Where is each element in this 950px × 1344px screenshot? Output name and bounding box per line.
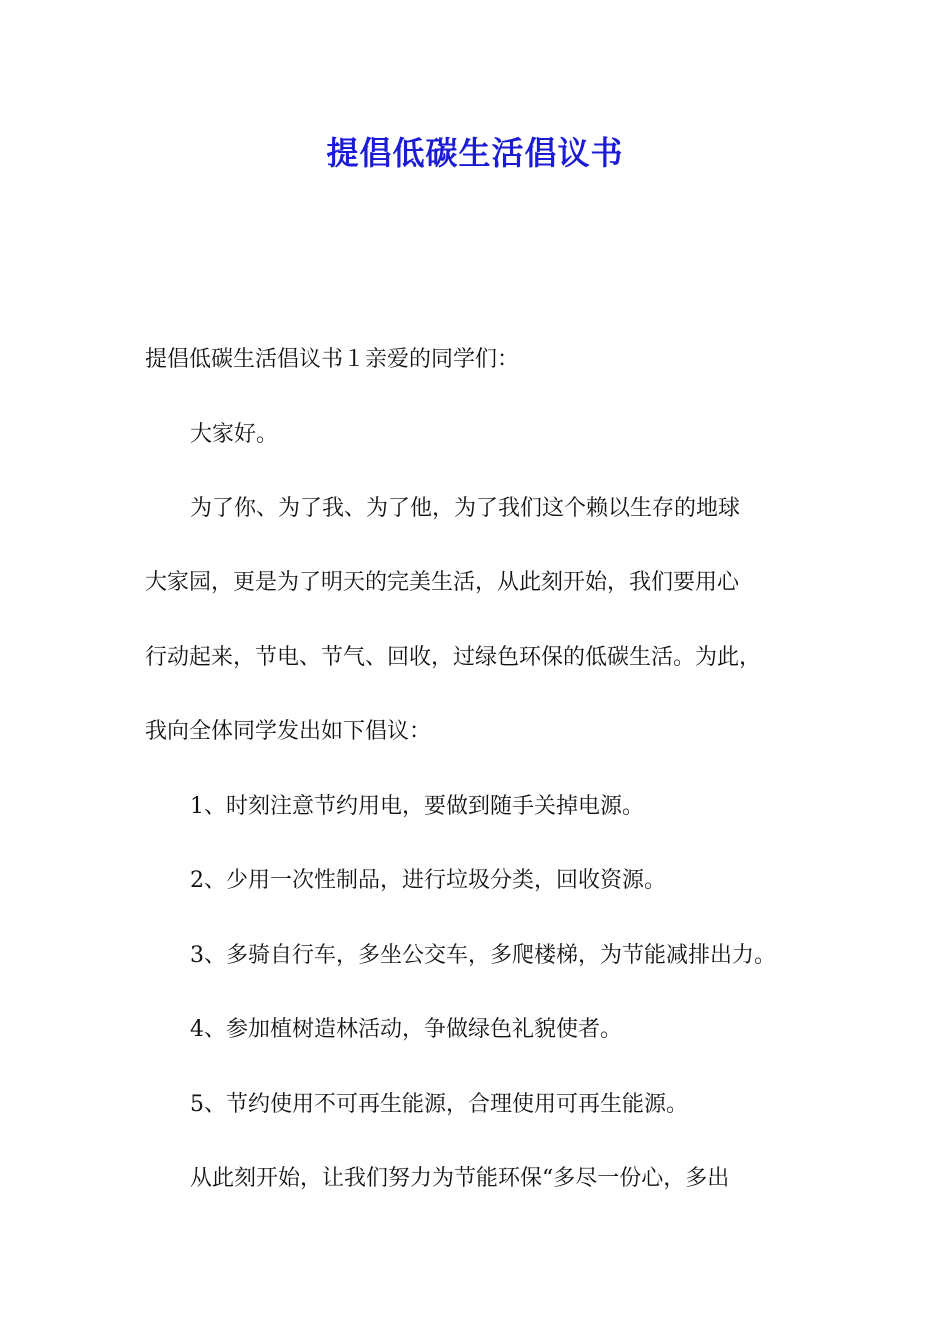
text-line: 从此刻开始，让我们努力为节能环保“多尽一份心，多出 [190,1166,730,1191]
text-line: 我向全体同学发出如下倡议： [145,719,432,744]
text-line: 提倡低碳生活倡议书１亲爱的同学们： [145,347,520,372]
document-title: 提倡低碳生活倡议书 [326,134,624,172]
text-line: 大家好。 [190,422,279,447]
list-item: 1、时刻注意节约用电，要做到随手关掉电源。 [190,794,644,819]
list-item: 3、多骑自行车，多坐公交车，多爬楼梯，为节能减排出力。 [190,943,776,968]
list-item: 2、少用一次性制品，进行垃圾分类，回收资源。 [190,868,666,893]
list-item: 4、参加植树造林活动，争做绿色礼貌使者。 [190,1017,622,1042]
list-item: 5、节约使用不可再生能源，合理使用可再生能源。 [190,1092,688,1117]
text-line: 为了你、为了我、为了他，为了我们这个赖以生存的地球 [190,496,741,521]
text-line: 大家园，更是为了明天的完美生活，从此刻开始，我们要用心 [145,570,740,595]
text-line: 行动起来，节电、节气、回收，过绿色环保的低碳生活。为此， [145,645,762,670]
